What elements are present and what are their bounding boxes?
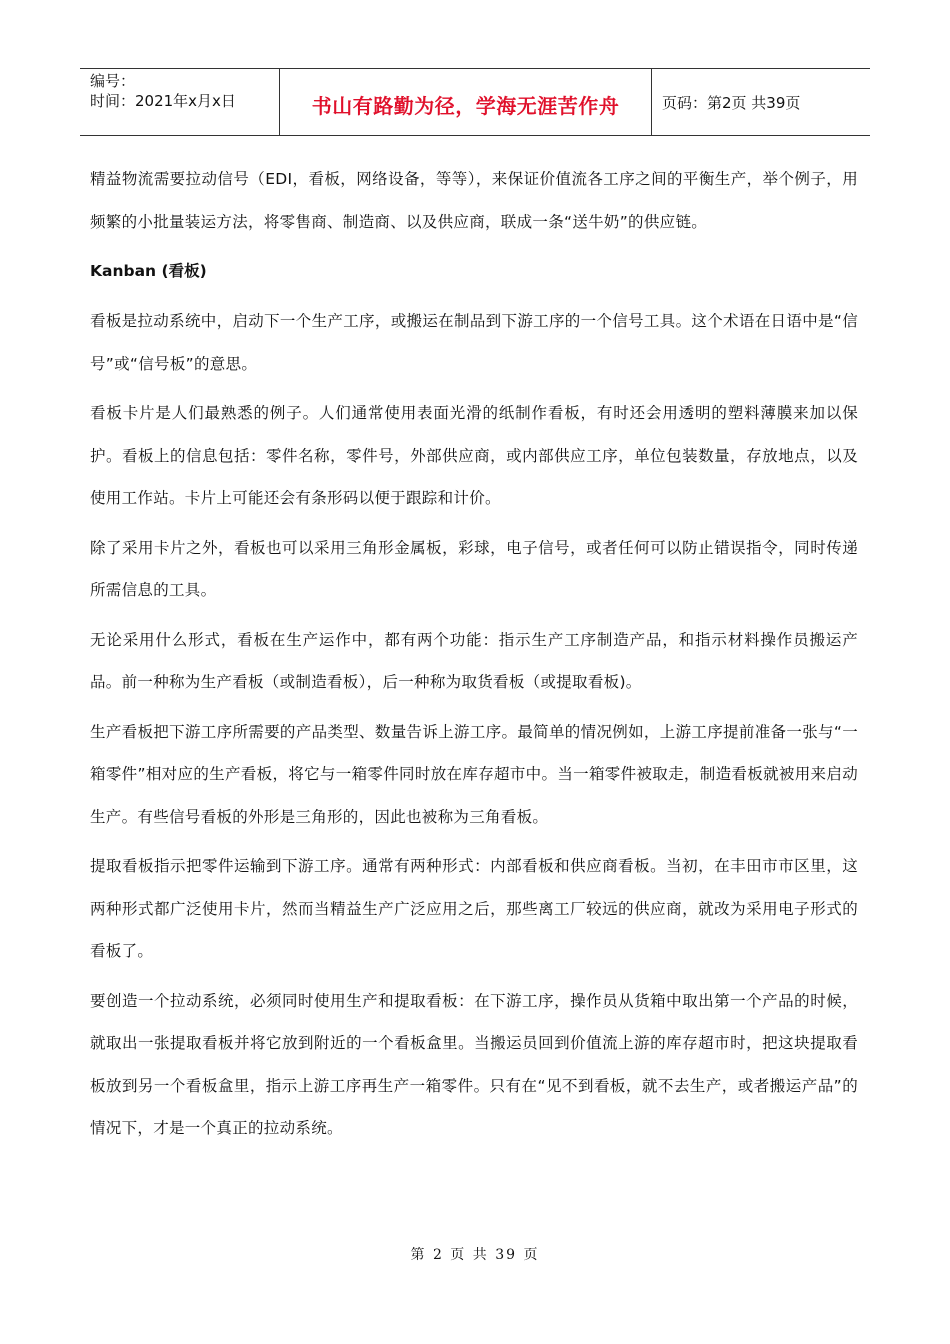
document-date: 时间：2021年x月x日 [90, 92, 236, 110]
section-heading: Kanban (看板) [90, 262, 207, 280]
document-body [90, 158, 858, 1157]
paragraph-6: 提取看板指示把零件运输到下游工序。通常有两种形式：内部看板和供应商看板。当初，在丰田市市区里，这两种形式都广泛使用卡片，然而当精益生产广泛应用之后，那些离工厂较远的供应商，就改为采用电子形式的看板了。 [90, 857, 858, 960]
header-motto: 书山有路勤为径，学海无涯苦作舟 [311, 93, 620, 118]
paragraph-4: 无论采用什么形式，看板在生产运作中，都有两个功能：指示生产工序制造产品，和指示材料操作员搬运产品。前一种称为生产看板（或制造看板），后一种称为取货看板（或提取看板)。 [90, 630, 858, 691]
document-header [80, 68, 870, 136]
header-meta-cell [80, 69, 280, 135]
header-motto-cell [280, 69, 652, 135]
paragraph-1: 看板是拉动系统中，启动下一个生产工序，或搬运在制品到下游工序的一个信号工具。这个术语在日语中是“信号”或“信号板”的意思。 [90, 312, 858, 373]
paragraph-7: 要创造一个拉动系统，必须同时使用生产和提取看板：在下游工序，操作员从货箱中取出第一个产品的时候，就取出一张提取看板并将它放到附近的一个看板盒里。当搬运员回到价值流上游的库存超市时，把这块提取看板放到另一个看板盒里，指示上游工序再生产一箱零件。只有在“见不到看板，就不去生产，或者搬运产品”的情况下，才是一个真正的拉动系统。 [90, 991, 858, 1137]
intro-paragraph: 精益物流需要拉动信号（EDI，看板，网络设备，等等），来保证价值流各工序之间的平衡生产，举个例子，用频繁的小批量装运方法，将零售商、制造商、以及供应商，联成一条“送牛奶”的供应链。 [90, 170, 858, 231]
header-page-cell [652, 69, 870, 135]
paragraph-5: 生产看板把下游工序所需要的产品类型、数量告诉上游工序。最简单的情况例如，上游工序提前准备一张与“一箱零件”相对应的生产看板，将它与一箱零件同时放在库存超市中。当一箱零件被取走，制造看板就被用来启动生产。有些信号看板的外形是三角形的，因此也被称为三角看板。 [90, 722, 858, 826]
paragraph-2: 看板卡片是人们最熟悉的例子。人们通常使用表面光滑的纸制作看板，有时还会用透明的塑料薄膜来加以保护。看板上的信息包括：零件名称，零件号，外部供应商，或内部供应工序，单位包装数量，存放地点，以及使用工作站。卡片上可能还会有条形码以便于跟踪和计价。 [90, 404, 858, 507]
header-page-info: 页码：第2页 共39页 [662, 93, 801, 112]
document-number-label: 编号： [90, 72, 136, 90]
paragraph-3: 除了采用卡片之外，看板也可以采用三角形金属板，彩球，电子信号，或者任何可以防止错误指令，同时传递所需信息的工具。 [90, 538, 858, 599]
page-footer: 第 2 页 共 39 页 [410, 1247, 540, 1263]
